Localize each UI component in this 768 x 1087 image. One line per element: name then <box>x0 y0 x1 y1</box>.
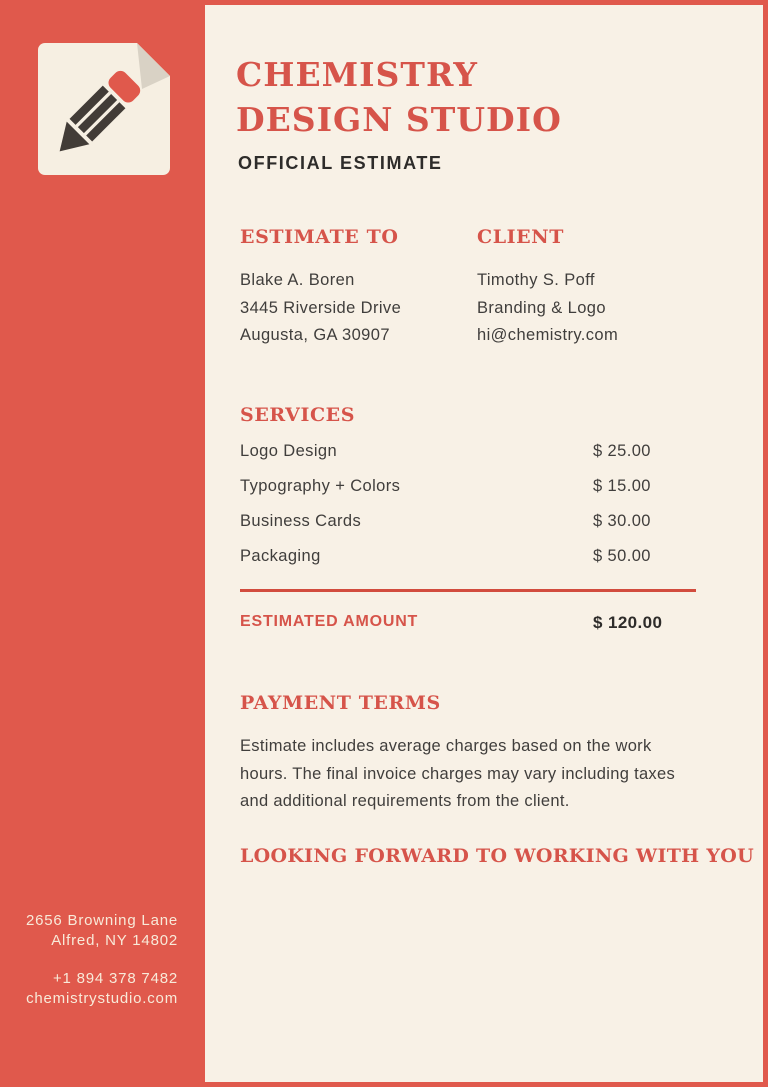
service-price: $ 15.00 <box>593 477 651 495</box>
footer-contact <box>0 911 178 1009</box>
payment-terms-line: and additional requirements from the client. <box>240 792 570 810</box>
estimated-amount-value: $ 120.00 <box>593 613 663 632</box>
footer-address <box>0 911 178 951</box>
service-price: $ 25.00 <box>593 442 651 460</box>
service-row <box>240 469 696 504</box>
divider-line <box>240 589 696 592</box>
official-estimate-subtitle: OFFICIAL ESTIMATE <box>238 153 443 173</box>
service-name: Packaging <box>240 547 321 565</box>
estimate-to-lines <box>240 267 477 350</box>
service-row <box>240 434 696 469</box>
payment-terms-section <box>240 692 745 816</box>
brand-icon-card <box>38 43 170 175</box>
service-price: $ 50.00 <box>593 547 651 565</box>
estimate-to-line: Blake A. Boren <box>240 271 355 289</box>
service-price: $ 30.00 <box>593 512 651 530</box>
client-lines <box>477 267 618 350</box>
client-line: hi@chemistry.com <box>477 326 619 344</box>
estimate-to-section <box>240 226 477 350</box>
client-section <box>477 226 618 350</box>
client-heading: CLIENT <box>477 226 564 248</box>
client-line: Branding & Logo <box>477 298 606 317</box>
services-rows <box>240 434 696 574</box>
client-line: Timothy S. Poff <box>477 271 595 289</box>
payment-terms-line: hours. The final invoice charges may vary including taxes <box>240 764 676 783</box>
pencil-document-icon <box>38 43 170 175</box>
estimate-to-line: Augusta, GA 30907 <box>240 326 390 344</box>
studio-title <box>236 52 562 142</box>
service-name: Business Cards <box>240 512 362 530</box>
payment-terms-text <box>240 733 745 816</box>
footer-contact-lines <box>0 969 178 1009</box>
services-section <box>240 404 696 574</box>
service-name: Typography + Colors <box>240 477 401 495</box>
service-row <box>240 539 696 574</box>
estimate-to-heading: ESTIMATE TO <box>240 226 399 248</box>
service-name: Logo Design <box>240 442 338 460</box>
services-heading: SERVICES <box>240 404 356 426</box>
parties-section <box>240 226 618 350</box>
footer-address-line: Alfred, NY 14802 <box>51 932 178 949</box>
footer-website: chemistrystudio.com <box>26 990 178 1007</box>
estimate-to-line: 3445 Riverside Drive <box>240 298 402 317</box>
closing-message: LOOKING FORWARD TO WORKING WITH YOU <box>240 845 754 867</box>
payment-terms-heading: PAYMENT TERMS <box>240 692 441 714</box>
footer-phone: +1 894 378 7482 <box>52 970 178 987</box>
studio-title-line2: DESIGN STUDIO <box>236 100 562 139</box>
payment-terms-line: Estimate includes average charges based on the work <box>240 737 652 755</box>
estimated-amount-label: ESTIMATED AMOUNT <box>240 613 419 630</box>
studio-title-line1: CHEMISTRY <box>236 55 478 94</box>
footer-address-line: 2656 Browning Lane <box>25 912 178 929</box>
service-row <box>240 504 696 539</box>
estimated-amount-row <box>240 613 696 633</box>
